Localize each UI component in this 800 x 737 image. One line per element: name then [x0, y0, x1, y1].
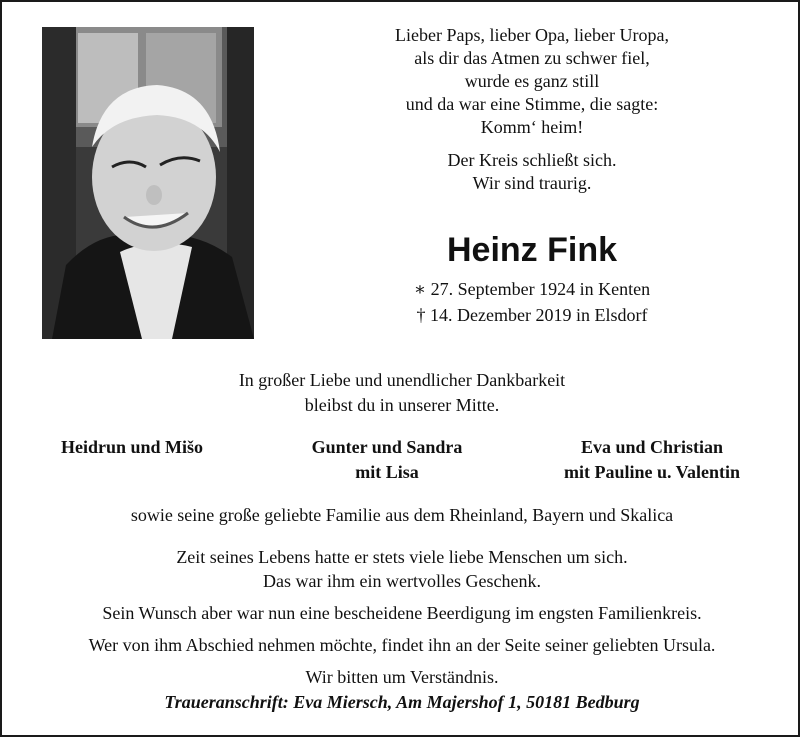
family-line: Heidrun und Mišo — [60, 437, 204, 457]
closing-line: Wir bitten um Verständnis. — [305, 667, 499, 687]
poem-stanza-1 — [302, 24, 762, 139]
family-group-gunter — [272, 435, 502, 485]
love-line: In großer Liebe und unendlicher Dankbarkeit — [238, 370, 566, 390]
closing-text — [2, 545, 800, 689]
family-group-heidrun — [32, 435, 232, 460]
family-line: mit Lisa — [355, 462, 419, 482]
family-members — [2, 435, 800, 487]
poem-line: und da war eine Stimme, die sagte: — [405, 94, 659, 114]
poem-line: Komm‘ heim! — [480, 117, 584, 137]
closing-line: Wer von ihm Abschied nehmen möchte, findet ihn an der Seite seiner geliebten Ursula. — [88, 635, 716, 655]
mourning-address: Traueranschrift: Eva Miersch, Am Majershof 1, 50181 Bedburg — [164, 692, 640, 712]
love-line: bleibst du in unserer Mitte. — [304, 395, 500, 415]
poem-line: als dir das Atmen zu schwer fiel, — [414, 48, 650, 68]
death-date: † 14. Dezember 2019 in Elsdorf — [416, 305, 648, 325]
extended-family: sowie seine große geliebte Familie aus dem Rheinland, Bayern und Skalica — [130, 505, 674, 525]
family-line: Eva und Christian — [580, 437, 724, 457]
closing-line: Das war ihm ein wertvolles Geschenk. — [263, 571, 541, 591]
poem-line: wurde es ganz still — [464, 71, 600, 91]
closing-line: Sein Wunsch aber war nun eine bescheidene Beerdigung im engsten Familienkreis. — [102, 603, 702, 623]
poem — [302, 24, 762, 205]
closing-line: Zeit seines Lebens hatte er stets viele liebe Menschen um sich. — [176, 547, 628, 567]
love-text — [2, 368, 800, 418]
deceased-name: Heinz Fink — [446, 231, 618, 269]
poem-line: Der Kreis schließt sich. — [447, 150, 617, 170]
poem-stanza-2 — [302, 149, 762, 195]
family-line: mit Pauline u. Valentin — [563, 462, 741, 482]
family-line: Gunter und Sandra — [311, 437, 463, 457]
family-group-eva — [532, 435, 772, 485]
birth-date: ∗ 27. September 1924 in Kenten — [413, 279, 651, 299]
life-dates — [302, 276, 762, 328]
poem-line: Wir sind traurig. — [472, 173, 592, 193]
portrait-photo — [42, 27, 254, 339]
portrait-image — [42, 27, 254, 339]
poem-line: Lieber Paps, lieber Opa, lieber Uropa, — [395, 25, 669, 45]
